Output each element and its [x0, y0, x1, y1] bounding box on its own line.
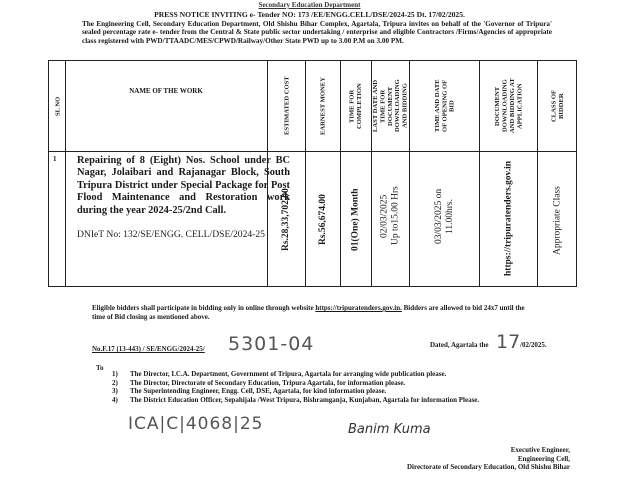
header-work-name: NAME OF THE WORK — [129, 87, 203, 95]
to-label: To — [96, 364, 104, 372]
tender-table — [48, 60, 577, 287]
row-time-completion: 01(One) Month — [350, 188, 361, 252]
signature-block — [380, 446, 570, 472]
row-estimated-cost: Rs.28,33,702.00 — [281, 188, 291, 252]
notice-title: PRESS NOTICE INVITING e- Tender NO: 173 /EE/ENGG.CELL/DSE/2024-25 Dt. 17/02/2025. — [154, 10, 465, 19]
signatory-directorate: Directorate of Secondary Education, Old Shishu Bihar — [406, 463, 570, 472]
tender-website-link[interactable]: https://tripuratenders.gov.in. — [315, 304, 402, 312]
copy-item: 1) The Director, I.C.A. Department, Government of Tripura, Agartala for arranging wide publication please. — [112, 370, 447, 378]
header-earnest-money: EARNEST MONEY — [319, 77, 327, 135]
handwritten-day: 17 — [496, 331, 521, 353]
row-last-date: 02/03/2025 Up to15.00 Hrs — [379, 186, 401, 246]
row-earnest-money: Rs.56,674.00 — [318, 194, 328, 246]
notice-intro: The Engineering Cell, Secondary Education Department, Old Shishu Bihar Complex, Agartala, Tripura invites on behalf of the 'Governor of Tripura' sealed percentage rate e- tender from the Central & State public sector undertaking / enterprise and eligible Contractors /Firms/Agencies of appropriate class registered with PWD/TTAADC/MES/CPWD/Railway/Other State PWD up to 3.00 P.M on 3.00 PM. — [82, 20, 552, 45]
copy-item: 2) The Director, Directorate of Secondary Education, Tripura Agartala, for information please. — [112, 378, 406, 387]
handwritten-memo-number: 5301-04 — [228, 333, 315, 355]
header-document-site: DOCUMENT DOWNLOADING AND BIDDING AT APPLICATION — [494, 78, 524, 134]
dated-prefix: Dated, Agartala the — [430, 341, 489, 349]
note-text-after: Bidders are allowed to bid 24x7 until the time of Bid closing as mentioned above. — [92, 304, 525, 321]
header-sl-no: SL NO — [54, 96, 62, 116]
signatory-cell: Engineering Cell, — [517, 454, 570, 463]
header-estimated-cost: ESTIMATED COST — [283, 76, 291, 136]
bidding-note — [92, 304, 532, 321]
memo-prefix: No.F.17 (13-443) / SE/ENGG/2024-25/ — [92, 345, 205, 353]
row-opening-date: 03/03/2025 on 11.00hrs. — [434, 188, 455, 244]
row-sl-number: 1 — [53, 155, 57, 163]
copy-list — [112, 370, 542, 405]
copy-item: 3) The Superintending Engineer, Engg. Cell, DSE, Agartala, for kind information please. — [112, 387, 387, 396]
row-work-description: Repairing of 8 (Eight) Nos. School under BC Nagar, Jolaibari and Rajanagar Block, South Tripura District under Special Package for Post Flood Maintenance and Restoration work during the year 2024-25/2nd Call. — [77, 155, 290, 216]
signatory-title: Executive Engineer, — [510, 446, 570, 454]
header-time-completion: TIME FOR COMPLETION — [348, 83, 363, 129]
note-text-before: Eligible bidders shall participate in bidding only in online through website — [92, 304, 316, 312]
row-dnit-number: DNIeT No: 132/SE/ENGG. CELL/DSE/2024-25 — [77, 229, 265, 240]
copy-item: 4) The District Education Officer, Sepahijala /West Tripura, Bishramganja, Kunjaban, Agartala for information Please. — [112, 396, 480, 405]
header-opening-date: TIME AND DATE OF OPENING OF BID — [433, 79, 456, 133]
memo-number — [92, 345, 205, 353]
department-heading: Secondary Education Department — [258, 1, 361, 9]
row-document-site: https://tripuratenders.gov.in — [503, 160, 514, 276]
row-class: Appropriate Class — [552, 186, 563, 256]
dated-suffix: /02/2025. — [520, 341, 547, 349]
handwritten-reference: ICA|C|4068|25 — [128, 414, 264, 434]
signature-scribble: Banim Kuma — [348, 422, 431, 437]
header-class: CLASS OF BIDDER — [550, 89, 565, 123]
memo-date — [430, 341, 489, 349]
header-last-date: LAST DATE AND TIME FOR DOCUMENT DOWNLOADING AND BIDDING — [371, 79, 409, 133]
